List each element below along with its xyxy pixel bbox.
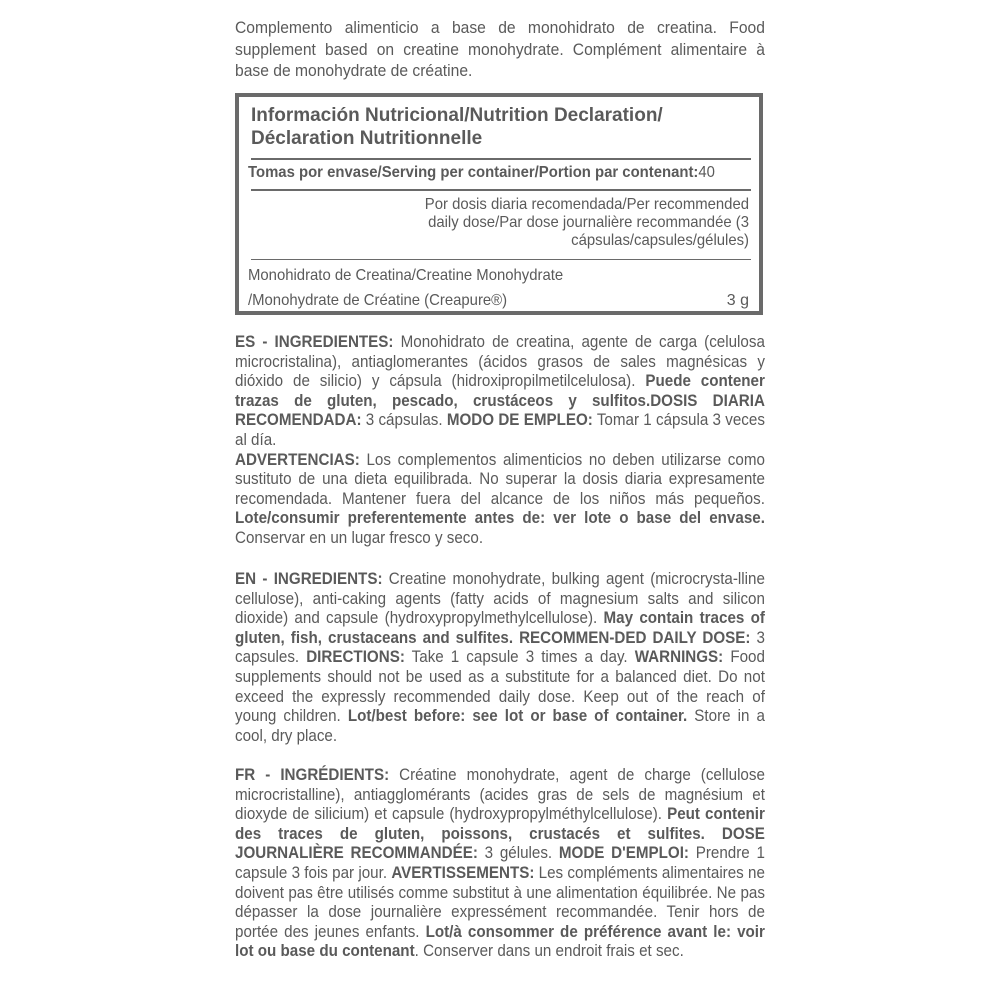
servings-value: 40 (698, 164, 715, 181)
en-ingredients-text: Creatine monohydrate, bulking agent (microcrysta-lline cellulose), anti-caking agents (fatty acids of magnesium salts and silicon dioxide) and capsule (hydroxypropylmethylcellulose). (235, 570, 765, 628)
es-dose-label: DOSIS DIARIA RECOMENDADA: (235, 391, 765, 430)
en-directions-label: DIRECTIONS: (306, 648, 405, 667)
divider (251, 189, 751, 191)
fr-ingredients-text: Créatine monohydrate, agent de charge (cellulose microcristalline), antiagglomérants (acides gras de sels de magnésium et dioxyde de silicium) et capsule (hydroxypropylméthylcellulose). (235, 766, 765, 824)
nutrition-table (235, 93, 763, 315)
es-warnings-text: Los complementos alimenticios no deben utilizarse como sustituto de una dieta equilibrada. No superar la dosis diaria expresamente recomendada. Mantener fuera del alcance de los niños más pequeños. (235, 450, 765, 508)
nutrient-row-value: 3 g (726, 292, 749, 309)
nutrition-title: Información Nutricional/Nutrition Declaration/ Déclaration Nutritionnelle (251, 105, 663, 149)
section-en (235, 570, 765, 746)
fr-traces: Peut contenir des traces de gluten, poissons, crustacés et sulfites. (235, 805, 765, 843)
fr-storage-text: . Conserver dans un endroit frais et sec. (414, 942, 684, 961)
es-warnings-label: ADVERTENCIAS: (235, 450, 360, 469)
divider (251, 259, 751, 260)
servings-row (248, 163, 720, 183)
fr-directions-label: MODE D'EMPLOI: (558, 844, 689, 863)
en-warnings-text: Food supplements should not be used as a substitute for a balanced diet. Do not exceed the expressly recommended daily dose. Keep out of the reach of young children. (235, 648, 765, 726)
nutrient-label-line-2: /Monohydrate de Créatine (Creapure®) (248, 292, 508, 309)
es-lot-label: Lote/consumir preferentemente antes de: ver lote o base del envase. (235, 509, 765, 528)
fr-directions-text: Prendre 1 capsule 3 fois par jour. (235, 844, 765, 882)
es-ingredients-label: ES - INGREDIENTES: (235, 333, 394, 351)
en-warnings-label: WARNINGS: (634, 648, 724, 667)
en-lot-label: Lot/best before: see lot or base of container. (347, 707, 688, 726)
es-ingredients-text: Monohidrato de creatina, agente de carga (celulosa microcristalina), antiaglomerantes (ácidos grasos de sales magnésicas y dióxido de silicio) y cápsula (hidroxipropilmetilcelulosa). (235, 333, 765, 391)
fr-lot-label: Lot/à consommer de préférence avant le: voir lot ou base du contenant (235, 922, 765, 961)
intro-text: Complemento alimenticio a base de monohidrato de creatina. Food supplement based on creatine monohydrate. Complément alimentaire à base de monohydrate de créatine. (235, 18, 765, 80)
nutrient-row-label (248, 263, 639, 313)
es-dose-text: 3 cápsulas. (361, 411, 447, 430)
fr-warnings-label: AVERTISSEMENTS: (391, 863, 535, 882)
en-dose-text: 3 capsules. (235, 628, 765, 667)
es-traces: Puede contener trazas de gluten, pescado, crustáceos y sulfitos. (235, 372, 765, 410)
dose-column-header: Por dosis diaria recomendada/Per recommended daily dose/Par dose journalière recommandée (3 cápsulas/capsules/gélules) (424, 196, 749, 249)
es-storage-text: Conservar en un lugar fresco y seco. (235, 528, 484, 547)
fr-ingredients-label: FR - INGRÉDIENTS: (235, 766, 390, 784)
servings-label: Tomas por envase/Serving per container/Portion par contenant: (248, 164, 699, 181)
en-dose-label: RECOMMEN-DED DAILY DOSE: (513, 628, 751, 647)
en-ingredients-label: EN - INGREDIENTS: (235, 570, 383, 588)
divider (251, 158, 751, 160)
nutrient-label-line-1: Monohidrato de Creatina/Creatine Monohydrate (248, 267, 564, 284)
section-es (235, 333, 765, 549)
en-directions-text: Take 1 capsule 3 times a day. (404, 648, 635, 667)
fr-dose-text: 3 gélules. (477, 844, 559, 863)
es-directions-label: MODO DE EMPLEO: (446, 411, 593, 430)
en-traces: May contain traces of gluten, fish, crustaceans and sulfites. (235, 609, 765, 647)
es-directions-text: Tomar 1 cápsula 3 veces al día. (235, 411, 765, 449)
en-storage-text: Store in a cool, dry place. (235, 707, 765, 745)
fr-warnings-text: Les compléments alimentaires ne doivent pas être utilisés comme substitut à une alimentation équilibrée. Ne pas dépasser la dose journalière expressément recommandée. Tenir hors de portée des jeunes enfants. (235, 863, 765, 941)
fr-dose-label: DOSE JOURNALIÈRE RECOMMANDÉE: (235, 824, 765, 863)
section-fr (235, 766, 765, 962)
